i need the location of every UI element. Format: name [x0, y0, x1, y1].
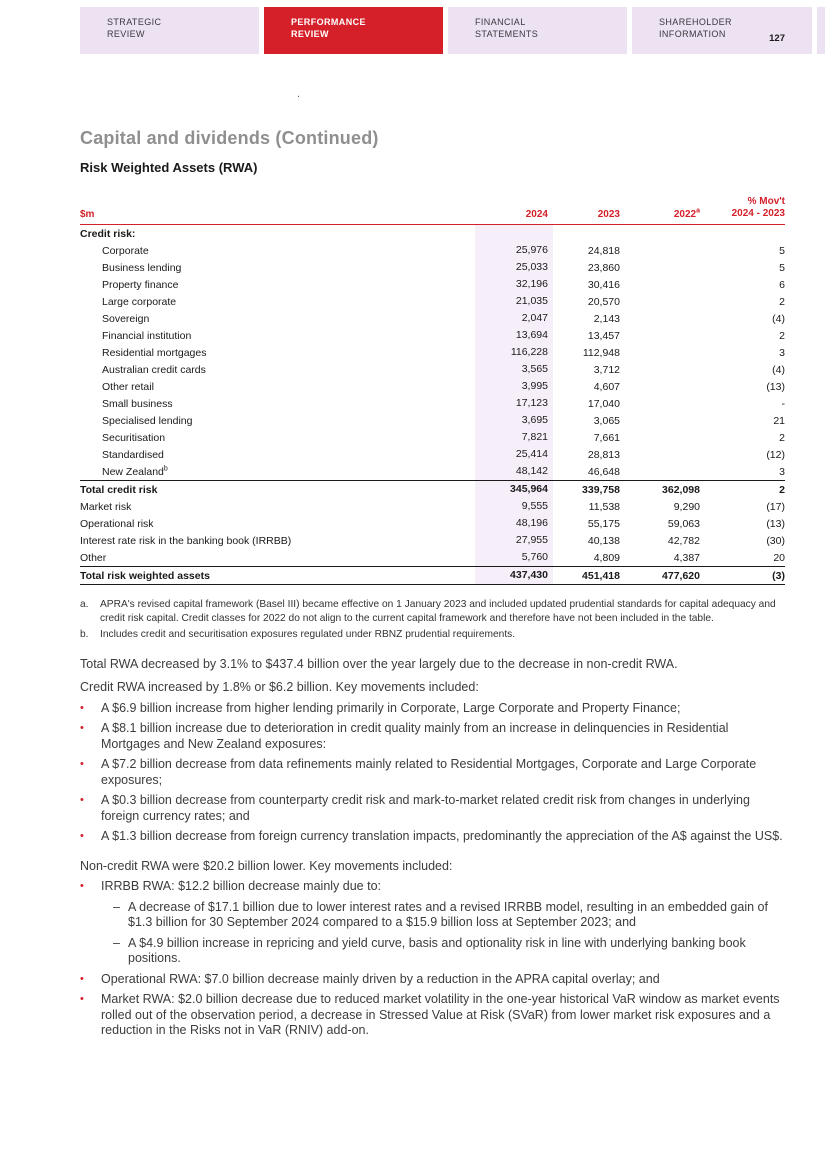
bullet-marker-icon: •: [80, 758, 84, 770]
value-2023: 23,860: [587, 261, 620, 274]
value-2024: 7,821: [475, 429, 553, 446]
table-header-row: [80, 196, 785, 225]
value-movement: 3: [779, 465, 785, 478]
table-row: [80, 327, 785, 344]
paragraph-total-rwa: Total RWA decreased by 3.1% to $437.4 billion over the year largely due to the decrease in non-credit RWA.: [80, 656, 678, 671]
bullet-marker-icon: •: [80, 880, 84, 892]
noncredit-rwa-bullet-list: [80, 879, 785, 1039]
value-2024: 17,123: [475, 395, 553, 412]
bullet-item: [113, 936, 785, 967]
value-2023: 4,607: [593, 380, 620, 393]
value-2023: 7,661: [593, 431, 620, 444]
row-label: Standardised: [102, 448, 164, 461]
bullet-text: A $4.9 billion increase in repricing and yield curve, basis and optionality risk in line with underlying banking book positions.: [128, 935, 746, 965]
bullet-text: A $6.9 billion increase from higher lending primarily in Corporate, Large Corporate and Property Finance;: [101, 700, 681, 715]
page-content: [80, 0, 785, 1048]
row-label: Business lending: [102, 261, 182, 274]
bullet-marker-icon: •: [80, 794, 84, 806]
table-row: [80, 412, 785, 429]
value-movement: 20: [773, 551, 785, 564]
bullet-marker-icon: –: [113, 935, 120, 950]
row-label: Credit risk:: [80, 227, 136, 240]
footnote: [80, 598, 785, 625]
value-2024: [475, 225, 553, 242]
table-footnotes: [80, 598, 785, 642]
table-row: [80, 395, 785, 412]
value-movement: -: [781, 397, 785, 410]
footnote-text: APRA's revised capital framework (Basel III) became effective on 1 January 2023 and included updated prudential standards for capital adequacy and credit risk capital. Credit classes for 2022 do not align to the current capital framework and therefore have not been included in the table.: [100, 599, 776, 624]
value-2023: 4,809: [593, 551, 620, 564]
tab-label-line: REVIEW: [291, 29, 329, 39]
row-label: Sovereign: [102, 312, 150, 325]
page-title: Capital and dividends (Continued): [80, 128, 379, 148]
table-row: [80, 429, 785, 446]
value-2024: 21,035: [475, 293, 553, 310]
bullet-text: Market RWA: $2.0 billion decrease due to reduced market volatility in the one-year historical VaR window as market events rolled out of the observation period, a decrease in Stressed Value at Risk (SVaR) from lower market risk exposures and a reduction in the Risks not in VaR (RNIV) add-on.: [101, 992, 780, 1037]
value-movement: 6: [779, 278, 785, 291]
value-2024: 48,196: [475, 515, 553, 532]
value-movement: (17): [766, 500, 785, 513]
value-2022: 42,782: [667, 534, 700, 547]
value-2023: 28,813: [587, 448, 620, 461]
table-row: [80, 498, 785, 515]
value-2023: 112,948: [582, 346, 620, 359]
value-movement: (4): [772, 312, 785, 325]
value-movement: (13): [766, 380, 785, 393]
value-2024: 3,995: [475, 378, 553, 395]
table-row: [80, 225, 785, 242]
value-movement: (30): [766, 534, 785, 547]
table-row: [80, 361, 785, 378]
value-2022: 9,290: [673, 500, 700, 513]
table-body: [80, 225, 785, 585]
row-label: New Zealand$^b$: [102, 465, 168, 478]
row-label: Australian credit cards: [102, 363, 206, 376]
footnote-marker: a.: [80, 599, 89, 610]
value-2023: 20,570: [587, 295, 620, 308]
value-2022: 4,387: [673, 551, 700, 564]
value-2024: 3,565: [475, 361, 553, 378]
bullet-item: [80, 793, 785, 824]
value-movement: 2: [779, 483, 785, 496]
value-movement: (13): [766, 517, 785, 530]
footnote-marker: b.: [80, 629, 89, 640]
value-2024: 5,760: [475, 549, 553, 566]
credit-rwa-bullet-list: [80, 701, 785, 845]
column-header-2024: 2024: [525, 209, 548, 220]
row-label: Securitisation: [102, 431, 166, 444]
value-2023: 11,538: [588, 500, 620, 513]
value-2024: 25,414: [475, 446, 553, 463]
stray-dot: .: [297, 88, 301, 100]
table-row: [80, 378, 785, 395]
value-2022: 59,063: [667, 517, 700, 530]
bullet-item: [113, 900, 785, 931]
table-row: [80, 446, 785, 463]
tab-label-line: STRATEGIC: [107, 17, 162, 27]
page-number: 127: [769, 33, 785, 44]
bullet-text: A $7.2 billion decrease from data refinements mainly related to Residential Mortgages, Corporate and Large Corporate exposures;: [101, 757, 757, 787]
row-label: Market risk: [80, 500, 132, 513]
bullet-text: IRRBB RWA: $12.2 billion decrease mainly due to:: [101, 879, 381, 893]
rwa-table: [80, 196, 785, 585]
bullet-text: A $0.3 billion decrease from counterparty credit risk and mark-to-market related credit risk from changes in underlying foreign currency rates; and: [101, 793, 750, 823]
bullet-item: [80, 972, 785, 988]
value-2023: 3,712: [593, 363, 620, 376]
tab-label-line: SHAREHOLDER: [659, 17, 732, 27]
value-2022: 477,620: [662, 569, 700, 582]
paragraph-noncredit-rwa: Non-credit RWA were $20.2 billion lower. Key movements included:: [80, 858, 453, 873]
bullet-item: [80, 829, 785, 845]
value-2024: 13,694: [475, 327, 553, 344]
value-movement: (12): [766, 448, 785, 461]
value-2024: 116,228: [475, 344, 553, 361]
bullet-text: A decrease of $17.1 billion due to lower interest rates and a revised IRRBB model, resulting in an embedded gain of $1.3 billion for 30 September 2024 compared to a $15.9 billion loss at September 2023; and: [128, 899, 768, 929]
bullet-marker-icon: •: [80, 701, 84, 714]
footnote-ref-a: a: [696, 207, 700, 215]
value-2023: 55,175: [587, 517, 620, 530]
value-2024: 3,695: [475, 412, 553, 429]
table-row: [80, 532, 785, 549]
section-subtitle: Risk Weighted Assets (RWA): [80, 160, 258, 175]
row-label: Corporate: [102, 244, 149, 257]
value-2024: 48,142: [475, 463, 553, 480]
bullet-marker-icon: •: [80, 993, 84, 1005]
table-row: [80, 276, 785, 293]
value-movement: 2: [779, 431, 785, 444]
row-label: Other: [80, 551, 107, 564]
value-2023: 40,138: [587, 534, 620, 547]
bullet-item: [80, 721, 785, 752]
value-2024: 9,555: [475, 498, 553, 515]
table-row: [80, 293, 785, 310]
table-row: [80, 480, 785, 498]
column-header-2022: 2022$^a$: [673, 207, 700, 220]
column-header-movement: % Mov't 2024 - 2023: [731, 196, 785, 219]
row-label: Residential mortgages: [102, 346, 207, 359]
bullet-marker-icon: –: [113, 899, 120, 914]
bullet-text: A $1.3 billion decrease from foreign currency translation impacts, predominantly the appreciation of the A$ against the US$.: [101, 829, 783, 843]
footnote-text: Includes credit and securitisation exposures regulated under RBNZ prudential requirements.: [100, 629, 516, 640]
value-2024: 25,976: [475, 242, 553, 259]
value-2024: 345,964: [475, 481, 553, 498]
value-movement: 21: [773, 414, 785, 427]
value-2023: 30,416: [587, 278, 620, 291]
value-movement: (4): [772, 363, 785, 376]
bullet-marker-icon: •: [80, 722, 84, 734]
row-label: Large corporate: [102, 295, 177, 308]
row-label: Other retail: [102, 380, 154, 393]
value-2022: 362,098: [662, 483, 700, 496]
value-2023: 2,143: [593, 312, 620, 325]
footnote: [80, 628, 785, 642]
value-2023: 17,040: [587, 397, 620, 410]
value-movement: 2: [779, 295, 785, 308]
value-2024: 27,955: [475, 532, 553, 549]
tab-label-line: INFORMATION: [659, 29, 726, 39]
value-2024: 2,047: [475, 310, 553, 327]
row-label: Property finance: [102, 278, 179, 291]
row-label: Total credit risk: [80, 483, 158, 496]
bullet-marker-icon: •: [80, 972, 84, 985]
value-2023: 451,418: [582, 569, 620, 582]
row-label: Operational risk: [80, 517, 154, 530]
value-movement: 2: [779, 329, 785, 342]
bullet-item: [80, 701, 785, 717]
bullet-item: [80, 757, 785, 788]
row-label: Total risk weighted assets: [80, 569, 210, 582]
bullet-text: Operational RWA: $7.0 billion decrease mainly driven by a reduction in the APRA capital overlay; and: [101, 971, 660, 986]
table-row: [80, 344, 785, 361]
value-2023: 13,457: [587, 329, 620, 342]
table-row: [80, 242, 785, 259]
table-row: [80, 259, 785, 276]
value-2023: 24,818: [587, 244, 620, 257]
value-2023: 3,065: [593, 414, 620, 427]
commentary: [80, 657, 785, 1039]
tab-label-line: STATEMENTS: [475, 29, 539, 39]
column-header-2023: 2023: [597, 209, 620, 220]
paragraph-credit-rwa: Credit RWA increased by 1.8% or $6.2 billion. Key movements included:: [80, 680, 479, 694]
column-header-unit: $m: [80, 209, 95, 220]
value-2024: 32,196: [475, 276, 553, 293]
row-label: Interest rate risk in the banking book (IRRBB): [80, 534, 292, 547]
bullet-text: A $8.1 billion increase due to deterioration in credit quality mainly from an increase in delinquencies in Residential Mortgages and New Zealand exposures:: [101, 721, 729, 751]
value-movement: 5: [779, 261, 785, 274]
value-2023: 46,648: [587, 465, 620, 478]
table-row: [80, 549, 785, 566]
row-label: Financial institution: [102, 329, 192, 342]
table-row: [80, 310, 785, 327]
bullet-item: [80, 992, 785, 1039]
table-row: [80, 463, 785, 480]
nav-edge-sliver: [817, 7, 825, 54]
value-2023: 339,758: [582, 483, 620, 496]
tab-label-line: REVIEW: [107, 29, 145, 39]
value-2024: 437,430: [475, 567, 553, 584]
tab-label-line: PERFORMANCE: [291, 17, 366, 27]
bullet-item: [80, 879, 785, 895]
row-label: Specialised lending: [102, 414, 193, 427]
value-movement: 3: [779, 346, 785, 359]
tab-label-line: FINANCIAL: [475, 17, 526, 27]
table-row: [80, 515, 785, 532]
table-row: [80, 566, 785, 585]
bullet-marker-icon: •: [80, 830, 84, 842]
value-movement: (3): [772, 569, 785, 582]
value-2024: 25,033: [475, 259, 553, 276]
value-movement: 5: [779, 244, 785, 257]
row-label: Small business: [102, 397, 173, 410]
